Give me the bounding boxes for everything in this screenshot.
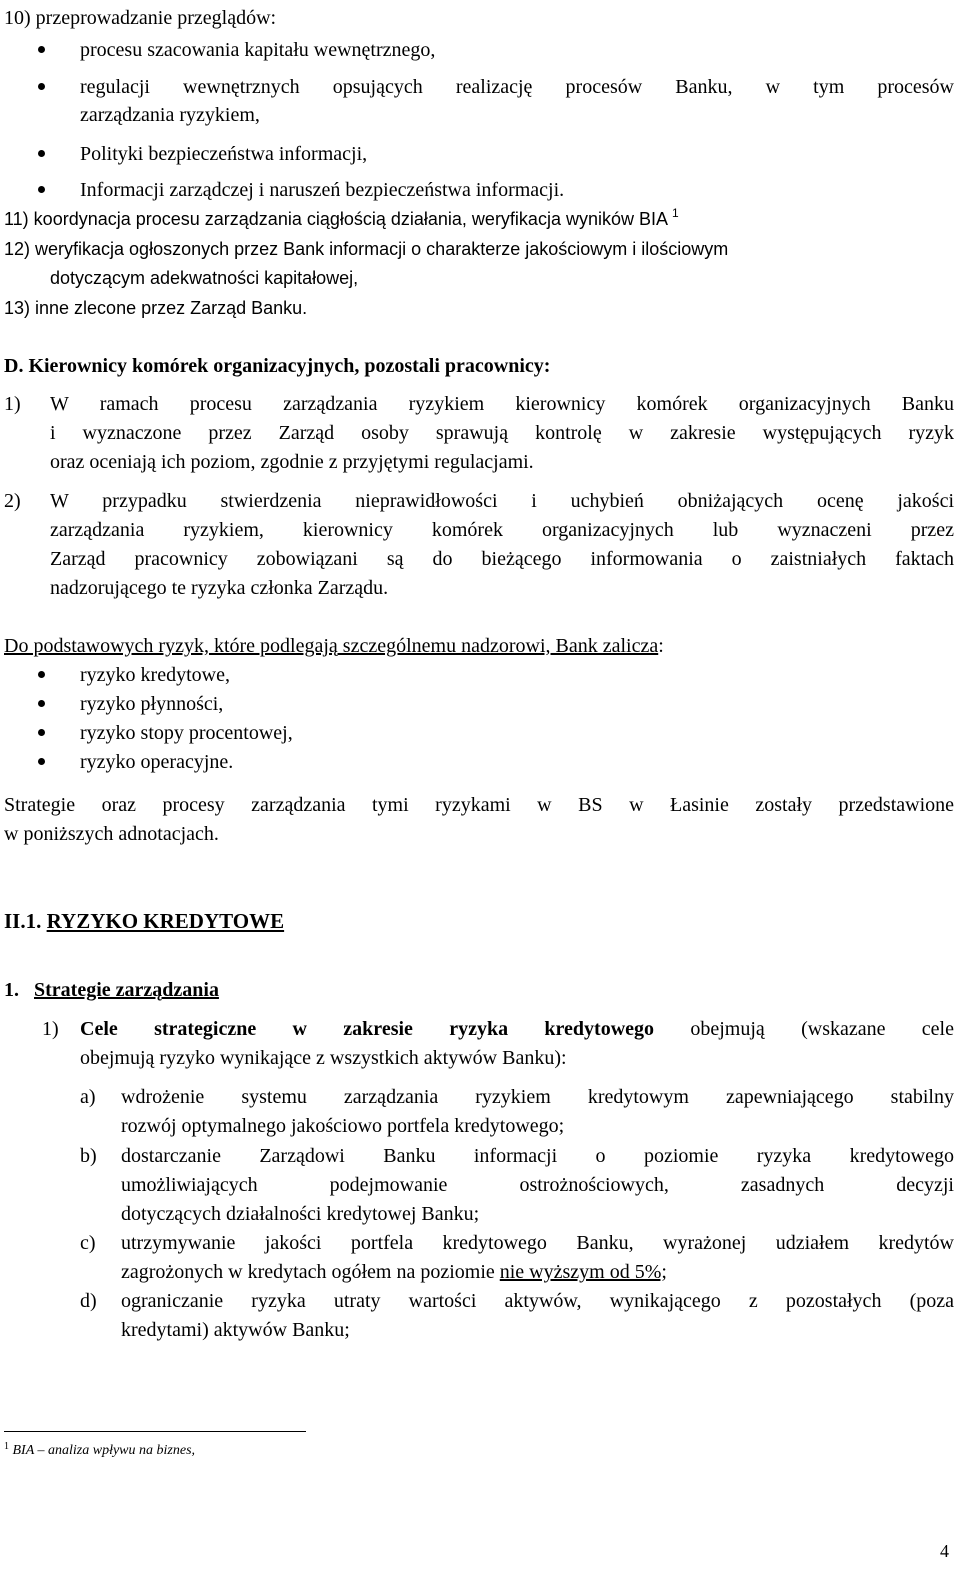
strategy-paragraph: Strategie oraz procesy zarządzania tymi ryzykami w BS w Łasinie zostały przedstawione <box>4 794 954 816</box>
review-bullet-3: Polityki bezpieczeństwa informacji, <box>80 143 368 165</box>
bullet-icon <box>38 729 45 736</box>
review-bullet-2: regulacji wewnętrznych opsujących realizację procesów Banku, w tym procesów <box>80 76 954 98</box>
review-heading: 10) przeprowadzanie przeglądów: <box>4 7 277 29</box>
review-bullet-2-cont: zarządzania ryzykiem, <box>80 104 260 126</box>
bullet-icon <box>38 150 45 157</box>
section-d-p2-line: zarządzania ryzykiem, kierownicy komórek organizacyjnych lub wyznaczeni przez <box>50 519 954 541</box>
risk-item: ryzyko stopy procentowej, <box>80 722 293 744</box>
item-13: 13) inne zlecone przez Zarząd Banku. <box>4 298 308 318</box>
point-label: a) <box>80 1086 96 1108</box>
strategy-paragraph-cont: w poniższych adnotacjach. <box>4 823 219 845</box>
footnote: $^1$ BIA – analiza wpływu na biznes, <box>4 1441 196 1458</box>
point-d-line: kredytami) aktywów Banku; <box>121 1319 350 1341</box>
item-11: 11) koordynacja procesu zarządzania ciągłością działania, weryfikacja wyników BIA $^1$ <box>4 206 679 229</box>
point-a-line: wdrożenie systemu zarządzania ryzykiem kredytowym zapewniającego stabilny <box>121 1086 954 1108</box>
subsection-heading: 1. Strategie zarządzania <box>4 979 219 1001</box>
footnote-rule <box>4 1431 306 1432</box>
section-d-p1-line: oraz oceniają ich poziom, zgodnie z przyjętymi regulacjami. <box>50 451 534 473</box>
risks-intro: Do podstawowych ryzyk, które podlegają szczególnemu nadzorowi, Bank zalicza: <box>4 635 664 657</box>
section-ii1-heading: II.1. RYZYKO KREDYTOWE <box>4 909 285 933</box>
point-label: d) <box>80 1290 97 1312</box>
point-c-line: zagrożonych w kredytach ogółem na poziomie nie wyższym od 5%; <box>121 1261 667 1283</box>
point-a-line: rozwój optymalnego jakościowo portfela kredytowego; <box>121 1115 565 1137</box>
item-12-cont: dotyczącym adekwatności kapitałowej, <box>50 268 359 288</box>
risk-item: ryzyko płynności, <box>80 693 224 715</box>
section-d-p1-num: 1) <box>4 393 21 415</box>
footnote-ref: 1 <box>672 206 679 220</box>
item-12: 12) weryfikacja ogłoszonych przez Bank informacji o charakterze jakościowym i ilościowym <box>4 239 729 259</box>
point-b-line: dotyczących działalności kredytowej Banku; <box>121 1203 480 1225</box>
point-b-line: umożliwiających podejmowanie ostrożnościowych, zasadnych decyzji <box>121 1174 954 1196</box>
point-b-line: dostarczanie Zarządowi Banku informacji o poziomie ryzyka kredytowego <box>121 1145 954 1167</box>
bullet-icon <box>38 46 45 53</box>
goal-num: 1) <box>42 1018 59 1040</box>
section-d-p2-num: 2) <box>4 490 21 512</box>
section-d-p2-line: nadzorującego te ryzyka członka Zarządu. <box>50 577 389 599</box>
section-d-heading: D. Kierownicy komórek organizacyjnych, pozostali pracownicy: <box>4 355 551 377</box>
section-d-p2-line: W przypadku stwierdzenia nieprawidłowości i uchybień obniżających ocenę jakości <box>50 490 954 512</box>
point-c-line: utrzymywanie jakości portfela kredytowego Banku, wyrażonej udziałem kredytów <box>121 1232 954 1254</box>
section-d-p1-line: W ramach procesu zarządzania ryzykiem kierownicy komórek organizacyjnych Banku <box>50 393 954 415</box>
bullet-icon <box>38 186 45 193</box>
review-bullet-1: procesu szacowania kapitału wewnętrznego, <box>80 39 436 61</box>
bullet-icon <box>38 758 45 765</box>
section-d-p2-line: Zarząd pracownicy zobowiązani są do bieżącego informowania o zaistniałych faktach <box>50 548 954 570</box>
bullet-icon <box>38 671 45 678</box>
risk-item: ryzyko kredytowe, <box>80 664 230 686</box>
point-d-line: ograniczanie ryzyka utraty wartości aktywów, wynikającego z pozostałych (poza <box>121 1290 954 1312</box>
review-bullet-4: Informacji zarządczej i naruszeń bezpieczeństwa informacji. <box>80 179 565 201</box>
bullet-icon <box>38 700 45 707</box>
goal-line: Cele strategiczne w zakresie ryzyka kredytowego obejmują (wskazane cele <box>80 1018 954 1040</box>
goal-line-cont: obejmują ryzyko wynikające z wszystkich aktywów Banku): <box>80 1047 567 1069</box>
page-number: 4 <box>940 1541 949 1561</box>
point-label: b) <box>80 1145 97 1167</box>
point-label: c) <box>80 1232 96 1254</box>
section-d-p1-line: i wyznaczone przez Zarząd osoby sprawują kontrolę w zakresie występujących ryzyk <box>50 422 954 444</box>
bullet-icon <box>38 83 45 90</box>
risk-item: ryzyko operacyjne. <box>80 751 234 773</box>
